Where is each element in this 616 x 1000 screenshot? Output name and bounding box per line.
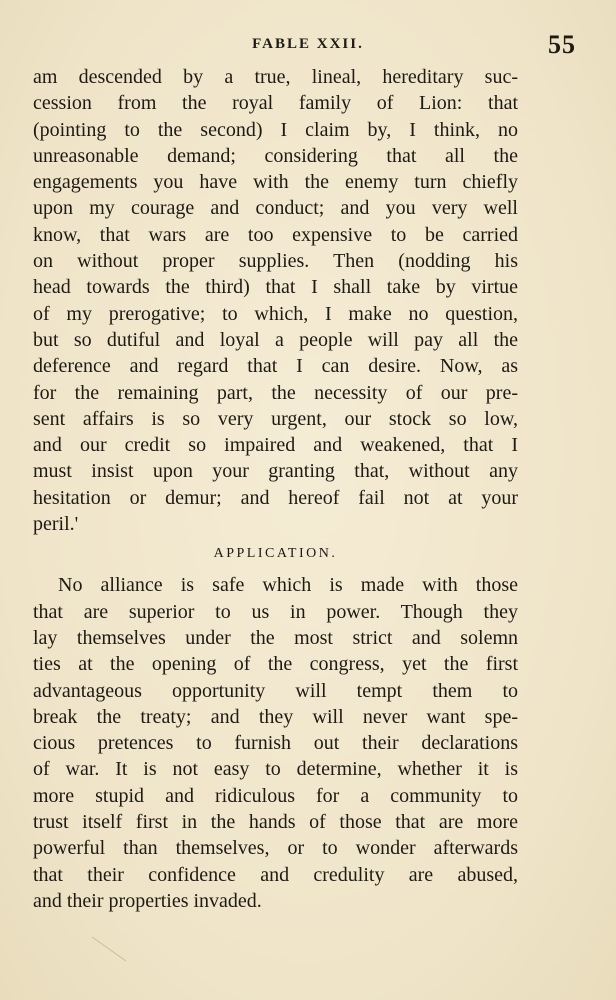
body-line: upon my courage and conduct; and you very well <box>33 197 518 220</box>
text-block <box>33 64 518 914</box>
application-line: powerful than themselves, or to wonder afterwards <box>33 837 518 860</box>
body-line: of my prerogative; to which, I make no question, <box>33 302 518 325</box>
application-line: more stupid and ridiculous for a community to <box>33 784 518 807</box>
body-line: for the remaining part, the necessity of our pre- <box>33 381 518 404</box>
application-line: No alliance is safe which is made with those <box>58 574 518 597</box>
application-line: of war. It is not easy to determine, whether it is <box>33 758 518 781</box>
paper-crease-mark <box>90 935 130 965</box>
body-line: cession from the royal family of Lion: that <box>33 92 518 115</box>
body-line: know, that wars are too expensive to be carried <box>33 223 518 246</box>
body-line: peril.' <box>33 513 79 536</box>
body-line: sent affairs is so very urgent, our stock so low, <box>33 407 518 430</box>
page-number: 55 <box>548 30 576 59</box>
body-line: head towards the third) that I shall take by virtue <box>33 276 518 299</box>
application-heading: APPLICATION. <box>213 546 338 562</box>
application-line: that are superior to us in power. Though they <box>33 600 518 623</box>
application-line: lay themselves under the most strict and solemn <box>33 626 518 649</box>
application-line: break the treaty; and they will never want spe- <box>33 705 518 728</box>
running-head <box>0 30 616 60</box>
application-line: and their properties invaded. <box>33 889 262 912</box>
fable-body <box>33 64 518 537</box>
body-line: engagements you have with the enemy turn chiefly <box>33 171 518 194</box>
body-line: but so dutiful and loyal a people will pay all the <box>33 328 518 351</box>
application-body <box>33 572 518 914</box>
fable-title: FABLE XXII. <box>252 36 364 52</box>
body-line: (pointing to the second) I claim by, I think, no <box>33 118 518 141</box>
application-line: that their confidence and credulity are abused, <box>33 863 518 886</box>
body-line: deference and regard that I can desire. Now, as <box>33 355 518 378</box>
body-line: and our credit so impaired and weakened, that I <box>33 434 518 457</box>
application-line: ties at the opening of the congress, yet the first <box>33 653 518 676</box>
application-line: cious pretences to furnish out their declarations <box>33 732 518 755</box>
application-line: trust itself first in the hands of those that are more <box>33 811 518 834</box>
body-line: am descended by a true, lineal, hereditary suc- <box>33 66 518 88</box>
body-line: hesitation or demur; and hereof fail not at your <box>33 486 518 509</box>
body-line: unreasonable demand; considering that all the <box>33 144 518 167</box>
application-line: advantageous opportunity will tempt them to <box>33 679 518 702</box>
body-line: must insist upon your granting that, without any <box>33 460 518 483</box>
body-line: on without proper supplies. Then (nodding his <box>33 250 518 273</box>
